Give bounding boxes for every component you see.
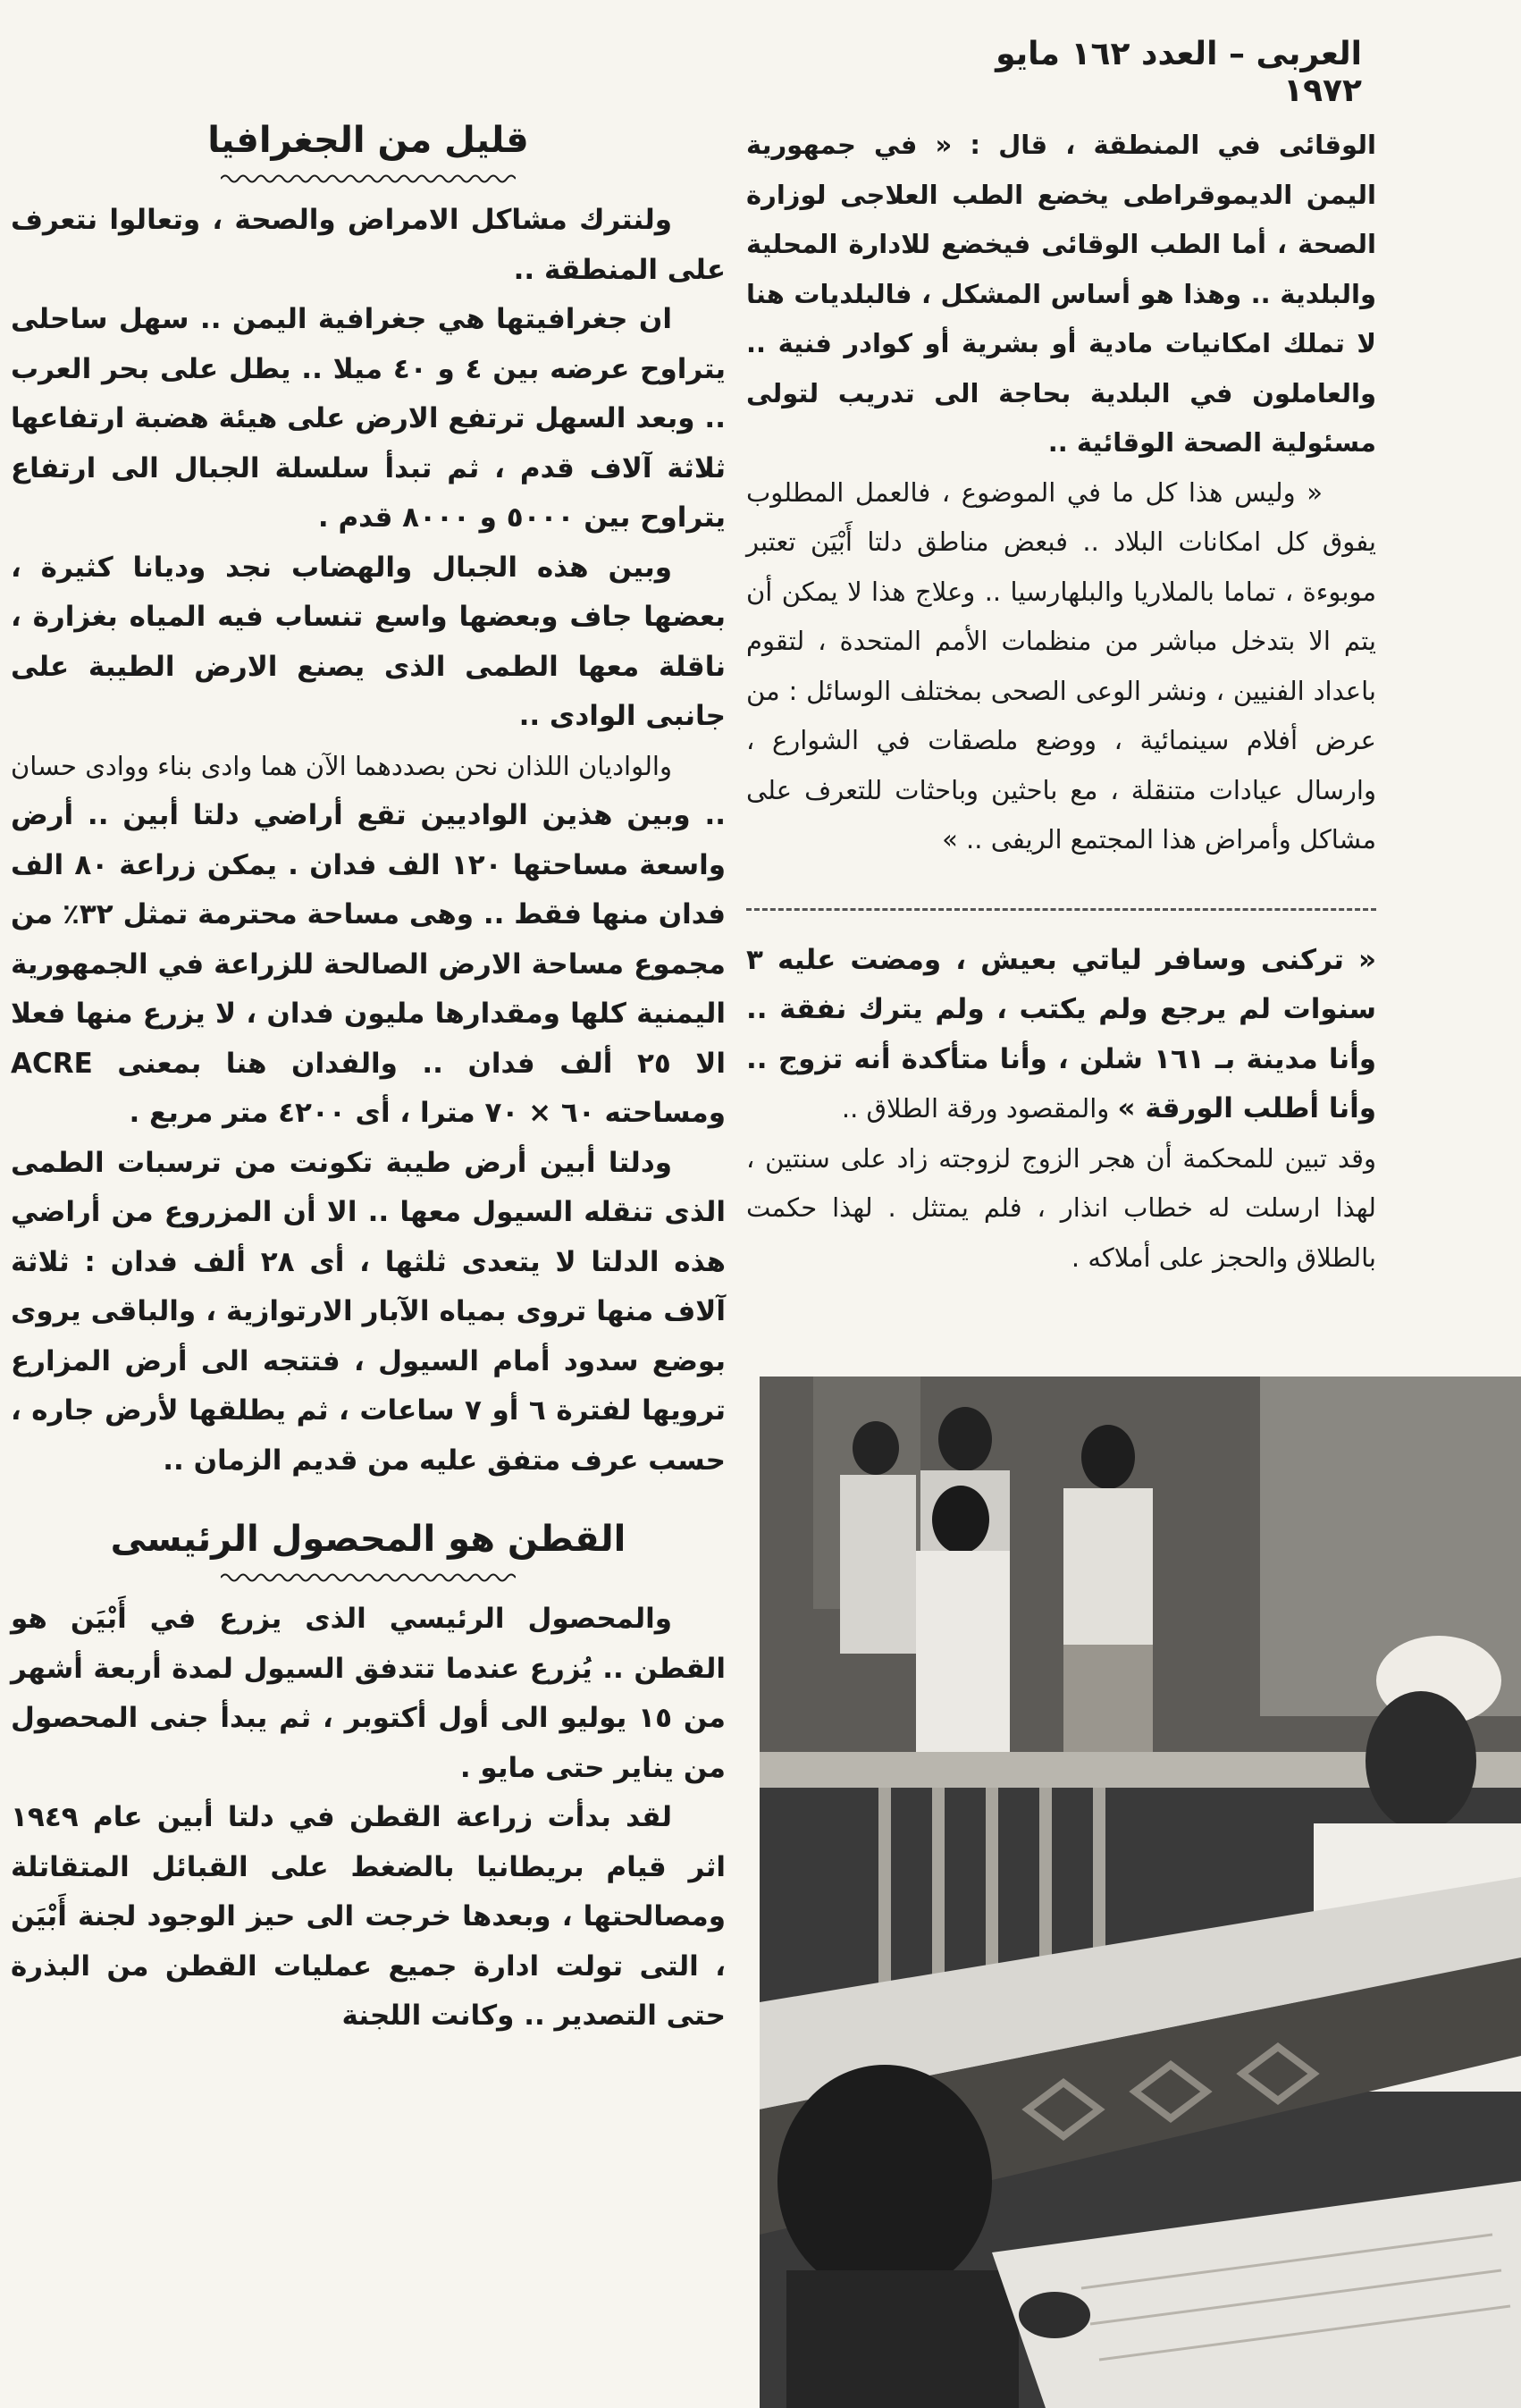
paragraph-cotton-history: لقد بدأت زراعة القطن في دلتا أبين عام ١٩٤٩ اثر قيام بريطانيا بالضغط على القبائل المتقاتلة ومصالحتها ، وبعدها خرجت الى حيز الوجود لجنة أَبْيَن ، التى تولت ادارة جميع عمليات القطن من البذرة حتى التصدير .. وكانت اللجنة	[11, 1801, 726, 2032]
title-underline-ornament-2	[221, 1571, 516, 1584]
paragraph-irrigation: ودلتا أبين أرض طيبة تكونت من ترسبات الطمى الذى تنقله السيول معها .. الا أن المزروع من أراضي هذه الدلتا لا يتعدى ثلثها ، أى ٢٨ ألف فدان : ثلاثة آلاف منها تروى بمياه الآبار الارتوازية ، والباقى يروى بوضع سدود أمام السيول ، فتتجه الى أرض المزارع ترويها لفترة ٦ أو ٧ ساعات ، ثم يطلقها لأرض جاره ، حسب عرف متفق عليه من قديم الزمان ..	[11, 1146, 727, 1477]
right-column	[746, 121, 1376, 1283]
paragraph-abyan-delta-bold: .. وبين هذين الواديين تقع أراضي دلتا أبين .. أرض واسعة مساحتها ١٢٠ الف فدان . يمكن زراعة ٨٠ الف فدان منها فقط .. وهى مساحة محترمة تمثل ٣٢٪ من مجموع مساحة الارض الصالحة للزراعة في الجمهورية اليمنية كلها ومقدارها مليون فدان ، لا يزرع منها فعلا الا ٢٥ ألف فدان .. والفدان هنا بمعنى ACRE ومساحته ٦٠ × ٧٠ مترا ، أى ٤٢٠٠ متر مربع .	[11, 799, 726, 1129]
left-column	[11, 112, 726, 2042]
running-header: العربى – العدد ١٦٢ مايو ١٩٧٢	[996, 36, 1362, 109]
paragraph-court-ruling: وقد تبين للمحكمة أن هجر الزوج لزوجته زاد على سنتين ، لهذا ارسلت له خطاب انذار ، فلم يمتثل . لهذا حكمت بالطلاق والحجز على أملاكه .	[746, 1142, 1376, 1273]
paragraph-abyan-delta	[11, 742, 726, 1139]
quote-bold: « تركنى وسافر لياتي بعيش ، ومضت عليه ٣ سنوات لم يرجع ولم يكتب ، ولم يترك نفقة .. وأنا مدينة بـ ١٦١ شلن ، وأنا متأكدة أنه تزوج .. وأنا أطلب الورقة »	[746, 943, 1376, 1124]
paragraph-abyan-delta-light: والواديان اللذان نحن بصددهما الآن هما وادى بناء ووادى حسان	[11, 750, 672, 781]
photo-illustration	[760, 1377, 1521, 2408]
paragraph-valleys: وبين هذه الجبال والهضاب نجد وديانا كثيرة ، بعضها جاف وبعضها واسع تنساب فيه المياه بغزارة ، ناقلة معها الطمى الذى يصنع الارض الطيبة على جانبى الوادى ..	[11, 551, 726, 732]
paragraph-preventive-medicine: الوقائى في المنطقة ، قال : « في جمهورية اليمن الديموقراطى يخضع الطب العلاجى لوزارة الصحة ، أما الطب الوقائى فيخضع للادارة المحلية والبلدية .. وهذا هو أساس المشكل ، فالبلديات هنا لا تملك امكانيات مادية أو بشرية أو كوادر فنية .. والعاملون في البلدية بحاجة الى تدريب لتولى مسئولية الصحة الوقائية ..	[746, 130, 1376, 458]
paragraph-geography: ان جغرافيتها هي جغرافية اليمن .. سهل ساحلى يتراوح عرضه بين ٤ و ٤٠ ميلا .. يطل على بحر العرب .. وبعد السهل ترتفع الارض على هيئة هضبة ارتفاعها ثلاثة آلاف قدم ، ثم تبدأ سلسلة الجبال الى ارتفاع يتراوح بين ٥٠٠٠ و ٨٠٠٠ قدم .	[11, 303, 726, 534]
dashed-divider	[746, 908, 1376, 911]
quote-tail: والمقصود ورقة الطلاق ..	[841, 1093, 1118, 1124]
paragraph-intro: ولنترك مشاكل الامراض والصحة ، وتعالوا نتعرف على المنطقة ..	[11, 204, 726, 286]
section-title-geography: قليل من الجغرافيا	[207, 120, 529, 161]
court-quote	[746, 936, 1376, 1134]
court-session-photo	[760, 1377, 1521, 2408]
paragraph-cotton-crop: والمحصول الرئيسي الذى يزرع في أَبْيَن هو القطن .. يُزرع عندما تتدفق السيول لمدة أربعة أشهر من ١٥ يوليو الى أول أكتوبر ، ثم يبدأ جنى المحصول من يناير حتى مايو .	[11, 1603, 726, 1784]
paragraph-endemic-diseases: « وليس هذا كل ما في الموضوع ، فالعمل المطلوب يفوق كل امكانات البلاد .. فبعض مناطق دلتا أَبْيَن تعتبر موبوءة ، تماما بالملاريا والبلهارسيا .. وعلاج هذا لا يمكن أن يتم الا بتدخل مباشر من منظمات الأمم المتحدة ، لتقوم باعداد الفنيين ، ونشر الوعى الصحى بمختلف الوسائل : من عرض أفلام سينمائية ، ووضع ملصقات في الشوارع ، وارسال عيادات متنقلة ، مع باحثين وباحثات للتعرف على مشاكل وأمراض هذا المجتمع الريفى .. »	[746, 476, 1376, 855]
section-title-cotton: القطن هو المحصول الرئيسى	[110, 1519, 626, 1560]
title-underline-ornament	[221, 173, 516, 185]
